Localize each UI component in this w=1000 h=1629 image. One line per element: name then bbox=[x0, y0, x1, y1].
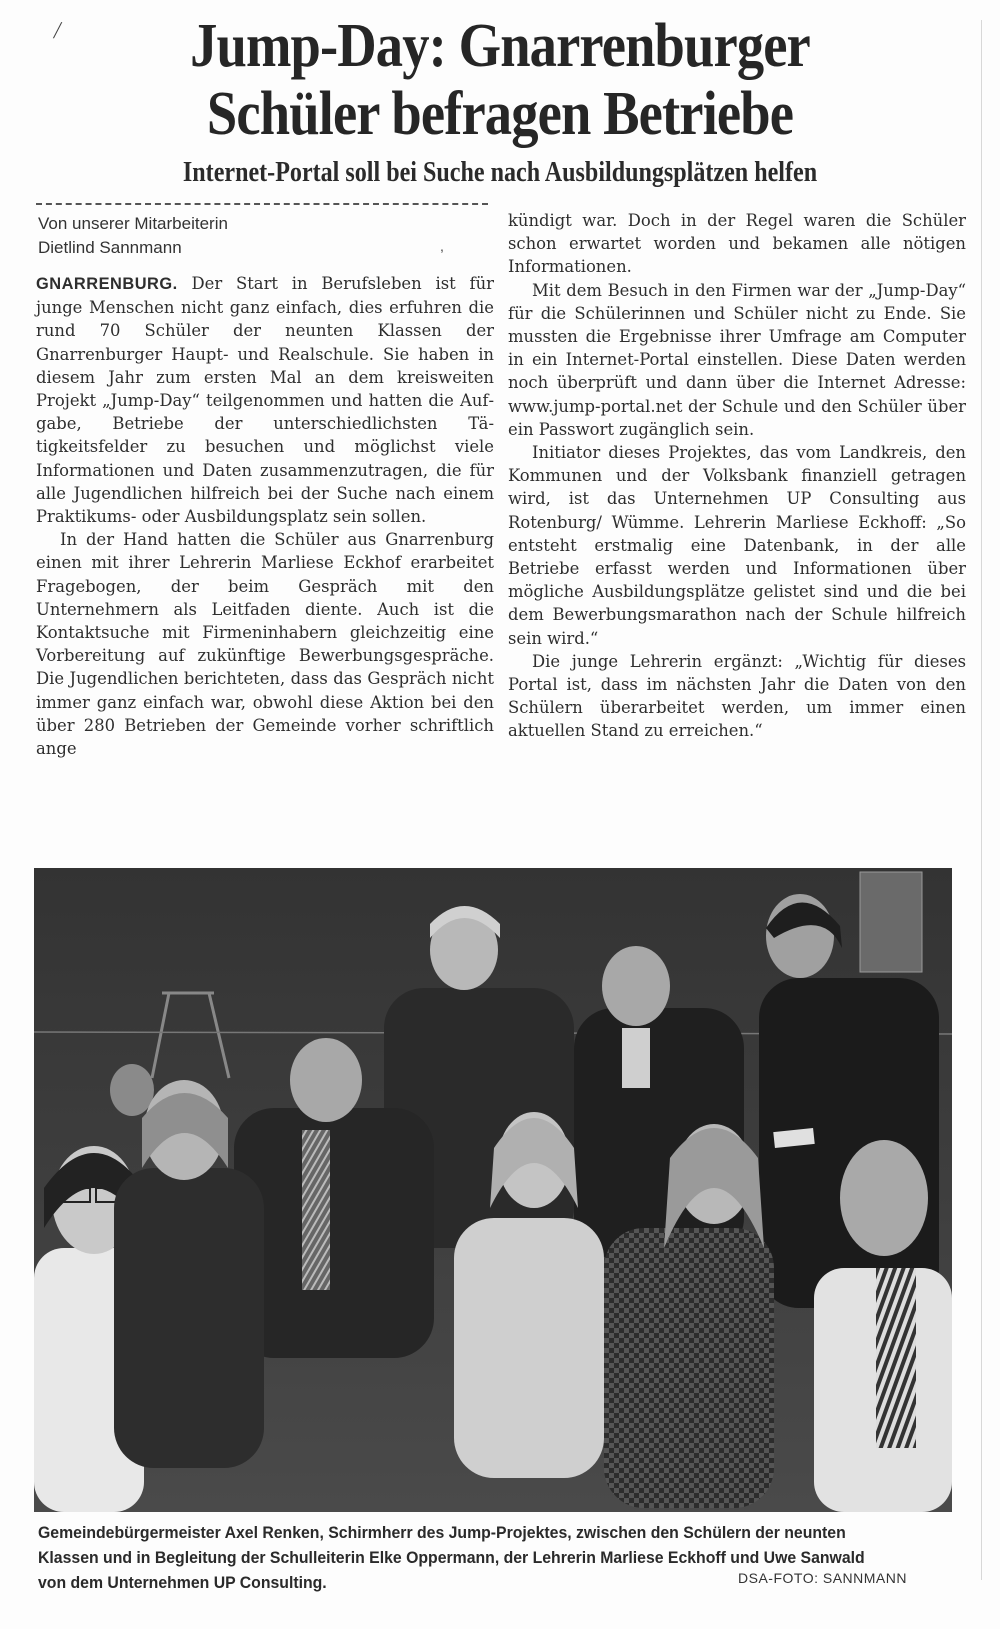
wall-board bbox=[860, 872, 922, 972]
article-column-right bbox=[508, 209, 966, 743]
paragraph: kündigt war. Doch in der Regel waren die Schüler schon erwartet worden und bekamen alle nötigen Informationen. bbox=[508, 211, 966, 277]
photo-illustration bbox=[34, 868, 952, 1512]
article-column-left bbox=[36, 272, 494, 760]
paragraph bbox=[36, 272, 494, 528]
paragraph: In der Hand hatten die Schüler aus Gnarrenburg einen mit ihrer Lehrerin Marliese Eckhof erarbeitet Fragebogen, der beim Gespräch mit den Unternehmern als Leitfaden diente. Auch ist die Kontaktsuche mit Firmeninhabern gleichzeitig eine Vorbereitung auf zukünftige Bewerbungsgespräche. Die Jugendlichen berichteten, dass das Gespräch nicht immer ganz einfach war, obwohl diese Aktion bei den über 280 Betrieben der Gemeinde vorher schriftlich ange bbox=[36, 530, 494, 759]
photo-credit: DSA-FOTO: SANNMANN bbox=[738, 1570, 907, 1586]
paragraph: Initiator dieses Projektes, das vom Landkreis, den Kommunen und der Volksbank finanziell getragen wird, ist das Unternehmen UP Consulting aus Rotenburg/ Wümme. Lehrerin Marliese Eckhoff: „So entsteht erstmalig eine Datenbank, in der alle Betriebe erfasst werden und Informationen über mögliche Ausbildungsplätze gelistet sind und die bei dem Bewerbungsmarathon nach der Schule hilfreich sein wird.“ bbox=[508, 443, 966, 648]
byline-author: Dietlind Sannmann bbox=[38, 238, 182, 257]
scan-mark: / bbox=[51, 18, 64, 44]
paragraph-text: Der Start in Berufsleben ist für junge Menschen nicht ganz einfach, dies erfuhren die rund 70 Schüler der neunten Klassen der Gnarrenburger Haupt- und Realschule. Sie haben in diesem Jahr zum ersten Mal an dem kreisweiten Projekt „Jump-Day“ teilgenommen und hatten die Aufgabe, Betriebe der unterschiedlichsten Tätigkeitsfelder zu besuchen und möglichst viele Informationen und Daten zusammenzutragen, die für alle Jugendlichen hilfreich bei der Suche nach einem Praktikums- oder Ausbildungsplatz sein sollen. bbox=[36, 274, 494, 527]
byline-role: Von unserer Mitarbeiterin bbox=[38, 214, 228, 233]
paragraph: Die junge Lehrerin ergänzt: „Wichtig für dieses Portal ist, dass im nächsten Jahr die Daten von den Schülern überarbeitet werden, um immer einen aktuellen Stand zu erreichen.“ bbox=[508, 651, 966, 741]
scan-speck: , bbox=[440, 238, 444, 254]
paragraph: Mit dem Besuch in den Firmen war der „Jump-Day“ für die Schülerinnen und Schüler nicht zu Ende. Sie mussten die Ergebnisse ihrer Umfrage am Computer in ein Internet-Portal einstellen. Diese Daten werden noch überprüft und dann über die Internet Adresse: www.jump-portal.net der Schule und den Schüler über ein Passwort zugänglich sein. bbox=[508, 280, 966, 439]
person-background bbox=[110, 1064, 154, 1116]
headline-line-2: Schüler befragen Betriebe bbox=[206, 80, 794, 148]
headline bbox=[95, 12, 905, 148]
photo-caption: Gemeindebürgermeister Axel Renken, Schirmherr des Jump-Projektes, zwischen den Schülern der neunten Klassen und in Begleitung der Schulleiterin Elke Oppermann, der Lehrerin Marliese Eckhoff und Uwe Sanwald von dem Unternehmen UP Consulting. bbox=[38, 1523, 865, 1592]
subheadline: Internet-Portal soll bei Suche nach Ausbildungsplätzen helfen bbox=[182, 157, 818, 188]
headline-line-1: Jump-Day: Gnarrenburger bbox=[190, 12, 810, 80]
group-photo bbox=[34, 868, 952, 1512]
byline-divider bbox=[36, 203, 488, 205]
byline bbox=[38, 212, 228, 260]
page-edge-rule bbox=[981, 20, 982, 1580]
dateline: GNARRENBURG. bbox=[36, 275, 178, 293]
